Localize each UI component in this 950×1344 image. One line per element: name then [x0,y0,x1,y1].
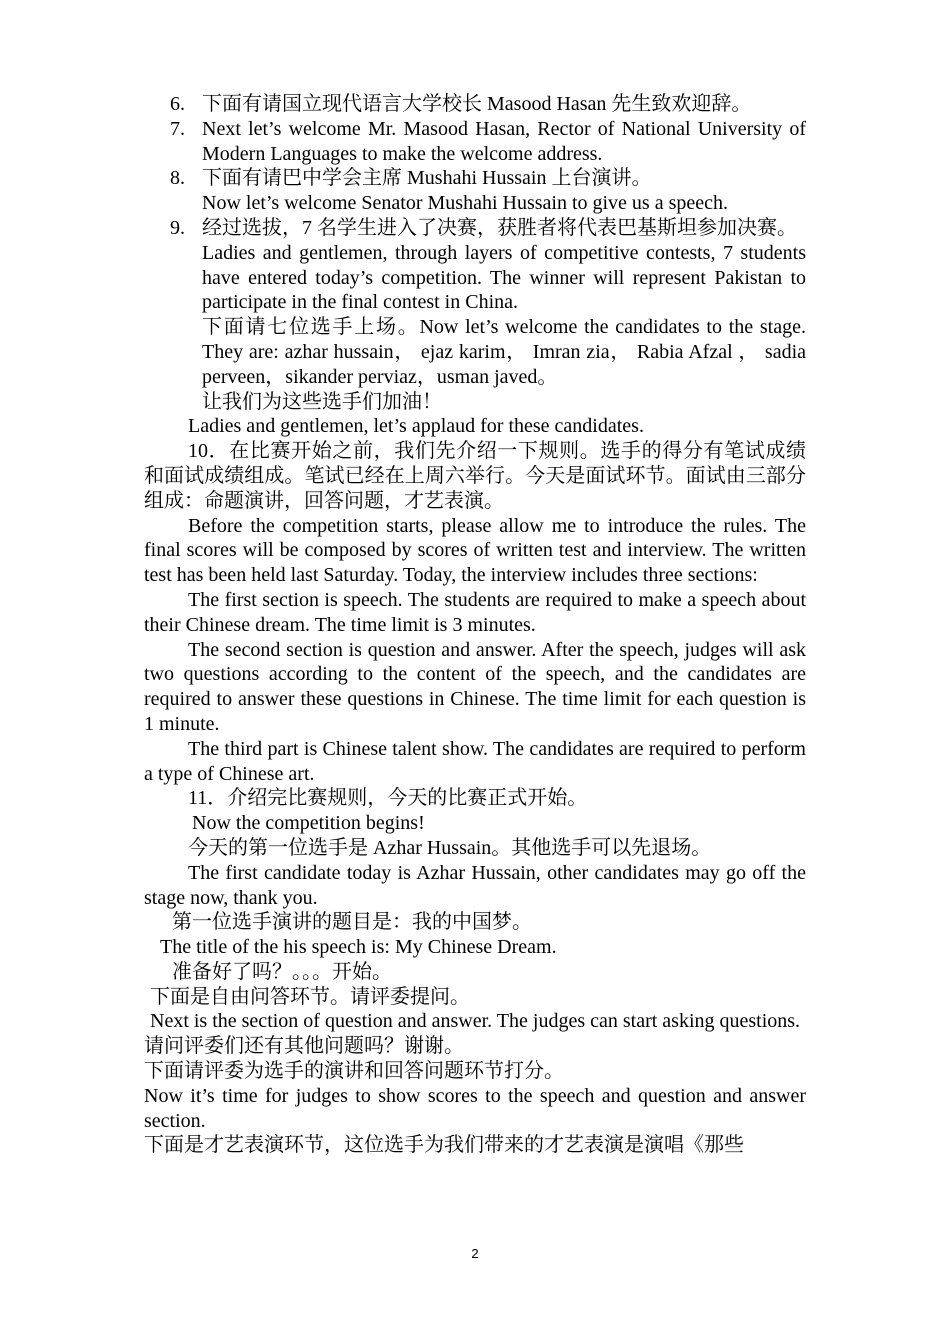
paragraph: 请问评委们还有其他问题吗？谢谢。 [144,1035,464,1058]
list-number: 8. [170,167,185,190]
list-item [144,166,806,191]
document-body [144,92,806,1158]
paragraph: The first section is speech. The students are required to make a speech about their Chinese dream. The time limit is 3 minutes. [144,588,806,636]
list-item-text: 经过选拔，7 名学生进入了决赛，获胜者将代表巴基斯坦参加决赛。 [202,216,797,239]
paragraph: Next is the section of question and answer. The judges can start asking questions. [150,1010,801,1033]
paragraph: Now the competition begins! [192,812,425,835]
paragraph: The title of the his speech is: My Chinese Dream. [160,936,557,959]
paragraph: Before the competition starts, please allow me to introduce the rules. The final scores will be composed by scores of written test and interview. The written test has been held last Saturday. Today, the interview includes three sections: [144,514,806,587]
paragraph: 下面是才艺表演环节，这位选手为我们带来的才艺表演是演唱《那些 [144,1134,744,1157]
paragraph: 10．在比赛开始之前，我们先介绍一下规则。选手的得分有笔试成绩和面试成绩组成。笔试已经在上周六举行。今天是面试环节。面试由三部分组成：命题演讲，回答问题，才艺表演。 [144,440,806,512]
paragraph: Now it’s time for judges to show scores to the speech and question and answer section. [144,1084,806,1132]
paragraph: The second section is question and answer. After the speech, judges will ask two questions according to the content of the speech, and the candidates are required to answer these questions in Chinese. The time limit for each question is 1 minute. [144,638,806,735]
paragraph: 下面请评委为选手的演讲和回答问题环节打分。 [144,1060,564,1083]
list-item-subtext: 让我们为这些选手们加油！ [202,390,442,413]
list-item-subtext: Now let’s welcome Senator Mushahi Hussain to give us a speech. [202,192,729,215]
paragraph: 11．介绍完比赛规则，今天的比赛正式开始。 [188,787,588,810]
paragraph: Ladies and gentlemen, let’s applaud for these candidates. [188,415,644,438]
paragraph: 准备好了吗？。。。开始。 [172,960,392,983]
paragraph: The third part is Chinese talent show. The candidates are required to perform a type of Chinese art. [144,737,806,785]
paragraph: The first candidate today is Azhar Hussain, other candidates may go off the stage now, thank you. [144,861,806,909]
paragraph: 第一位选手演讲的题目是：我的中国梦。 [172,911,532,934]
list-item [144,117,806,167]
list-number: 6. [170,93,185,115]
list-item-text: Next let’s welcome Mr. Masood Hasan, Rector of National University of Modern Languages to make the welcome address. [202,117,806,165]
list-item-text: 下面有请国立现代语言大学校长 Masood Hasan 先生致欢迎辞。 [202,93,752,115]
list-item [144,216,806,241]
list-item-text: 下面有请巴中学会主席 Mushahi Hussain 上台演讲。 [202,167,652,190]
list-number: 7. [170,117,185,140]
page-number: 2 [471,1246,479,1261]
list-item-subtext: Ladies and gentlemen, through layers of competitive contests, 7 students have entered today’s competition. The winner will represent Pakistan to participate in the final contest in China. [202,241,806,314]
paragraph: 下面是自由问答环节。请评委提问。 [150,985,470,1008]
list-item [144,92,806,117]
paragraph: 今天的第一位选手是 Azhar Hussain。其他选手可以先退场。 [188,836,712,859]
list-item-subtext: 下面请七位选手上场。Now let’s welcome the candidates to the stage. They are: azhar hussain， ejaz karim， Imran zia， Rabia Afzal ， sadia perveen，sikander perviaz，usman javed。 [202,316,806,388]
list-number: 9. [170,216,185,239]
